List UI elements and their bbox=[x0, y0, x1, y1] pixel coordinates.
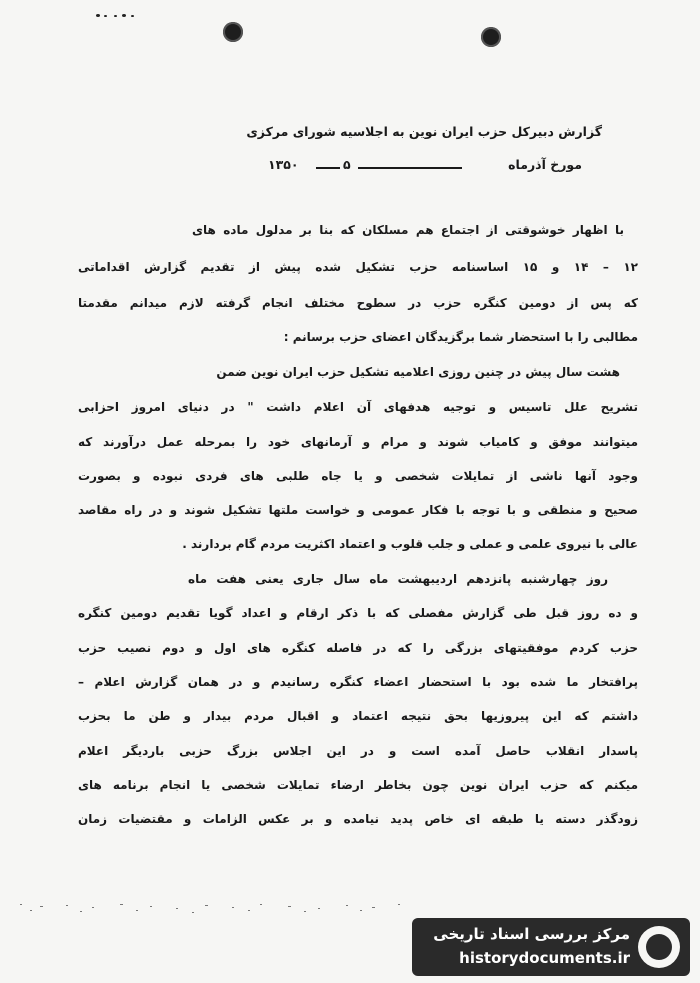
body-line: ۱۲ – ۱۴ و ۱۵ اساسنامه حزب تشکیل شده پیش از تقدیم گزارش اقداماتی bbox=[78, 260, 638, 274]
body-line: با اظهار خوشوقتی از اجتماع هم مسلکان که بنا بر مدلول ماده های bbox=[192, 223, 624, 237]
body-line: داشتم که این پیروزیها بحق نتیجه اعتماد و اقبال مردم بیدار و طن ما بحزب bbox=[78, 709, 638, 723]
body-line: پرافتخار ما شده بود با استحضار اعضاء کنگره رسانیدم و در همان گزارش اعلام – bbox=[78, 675, 638, 689]
speck-mark bbox=[131, 15, 134, 17]
body-line: میکنم که حزب ایران نوین چون بخاطر ارضاء تمایلات شخصی یا انجام برنامه های bbox=[78, 778, 638, 792]
body-line: روز چهارشنبه پانزدهم اردیبهشت ماه سال جاری یعنی هفت ماه bbox=[188, 572, 608, 586]
punch-hole-icon bbox=[223, 22, 243, 42]
date-label: مورخ آذرماه bbox=[508, 157, 582, 172]
body-line: پاسدار انقلاب حاصل آمده است و در این اجلاس بزرگ حزبی باردیگر اعلام bbox=[78, 744, 638, 758]
speck-mark bbox=[114, 15, 117, 17]
speck-mark bbox=[104, 15, 107, 17]
body-line: صحیح و منطقی و با توجه با فکار عمومی و خواست ملتها تشکیل شوند و در راه مقاصد bbox=[78, 503, 638, 517]
body-line: وجود آنها ناشی از تمایلات شخصی و یا جاه طلبی های فردی نبوده و بصورت bbox=[78, 469, 638, 483]
body-line: میتوانند موفق و کامیاب شوند و مرام و آرمانهای خود را بمرحله عمل درآورند که bbox=[78, 435, 638, 449]
archive-logo-icon bbox=[638, 926, 680, 968]
speck-mark bbox=[96, 14, 100, 17]
body-line: حزب کردم موفقیتهای بزرگی را که در فاصله کنگره های اول و دوم نصیب حزب bbox=[78, 641, 638, 655]
body-line: که پس از دومین کنگره حزب در سطوح مختلف انجام گرفته لازم میدانم مقدمتا bbox=[78, 296, 638, 310]
speck-mark bbox=[122, 14, 126, 17]
archive-watermark bbox=[412, 918, 690, 976]
date-day: ۵ bbox=[343, 157, 351, 172]
date-dash bbox=[358, 167, 462, 169]
archive-title: مرکز بررسی اسناد تاریخی bbox=[433, 925, 630, 943]
body-line: و ده روز قبل طی گزارش مفصلی که با ذکر ارقام و اعداد گویا تقدیم دومین کنگره bbox=[78, 606, 638, 620]
date-dash bbox=[316, 167, 340, 169]
date-year: ۱۳۵۰ bbox=[268, 157, 299, 172]
punch-hole-icon bbox=[481, 27, 501, 47]
body-line: مطالبی را با استحضار شما برگزیدگان اعضای حزب برسانم : bbox=[283, 330, 638, 344]
document-title: گزارش دبیرکل حزب ایران نوین به اجلاسیه شورای مرکزی bbox=[246, 124, 602, 139]
body-line: تشریح علل تاسیس و توجیه هدفهای آن اعلام داشت " در دنیای امروز احزابی bbox=[78, 400, 638, 414]
body-line: هشت سال پیش در چنین روزی اعلامیه تشکیل حزب ایران نوین ضمن bbox=[216, 365, 620, 379]
body-line: عالی با نیروی علمی و عملی و جلب قلوب و اعتماد اکثریت مردم گام بردارند . bbox=[182, 537, 638, 551]
body-line: زودگذر دسته یا طبقه ای خاص پدید نیامده و بر عکس الزامات و مقتضیات زمان bbox=[78, 812, 638, 826]
archive-url: historydocuments.ir bbox=[459, 949, 630, 967]
